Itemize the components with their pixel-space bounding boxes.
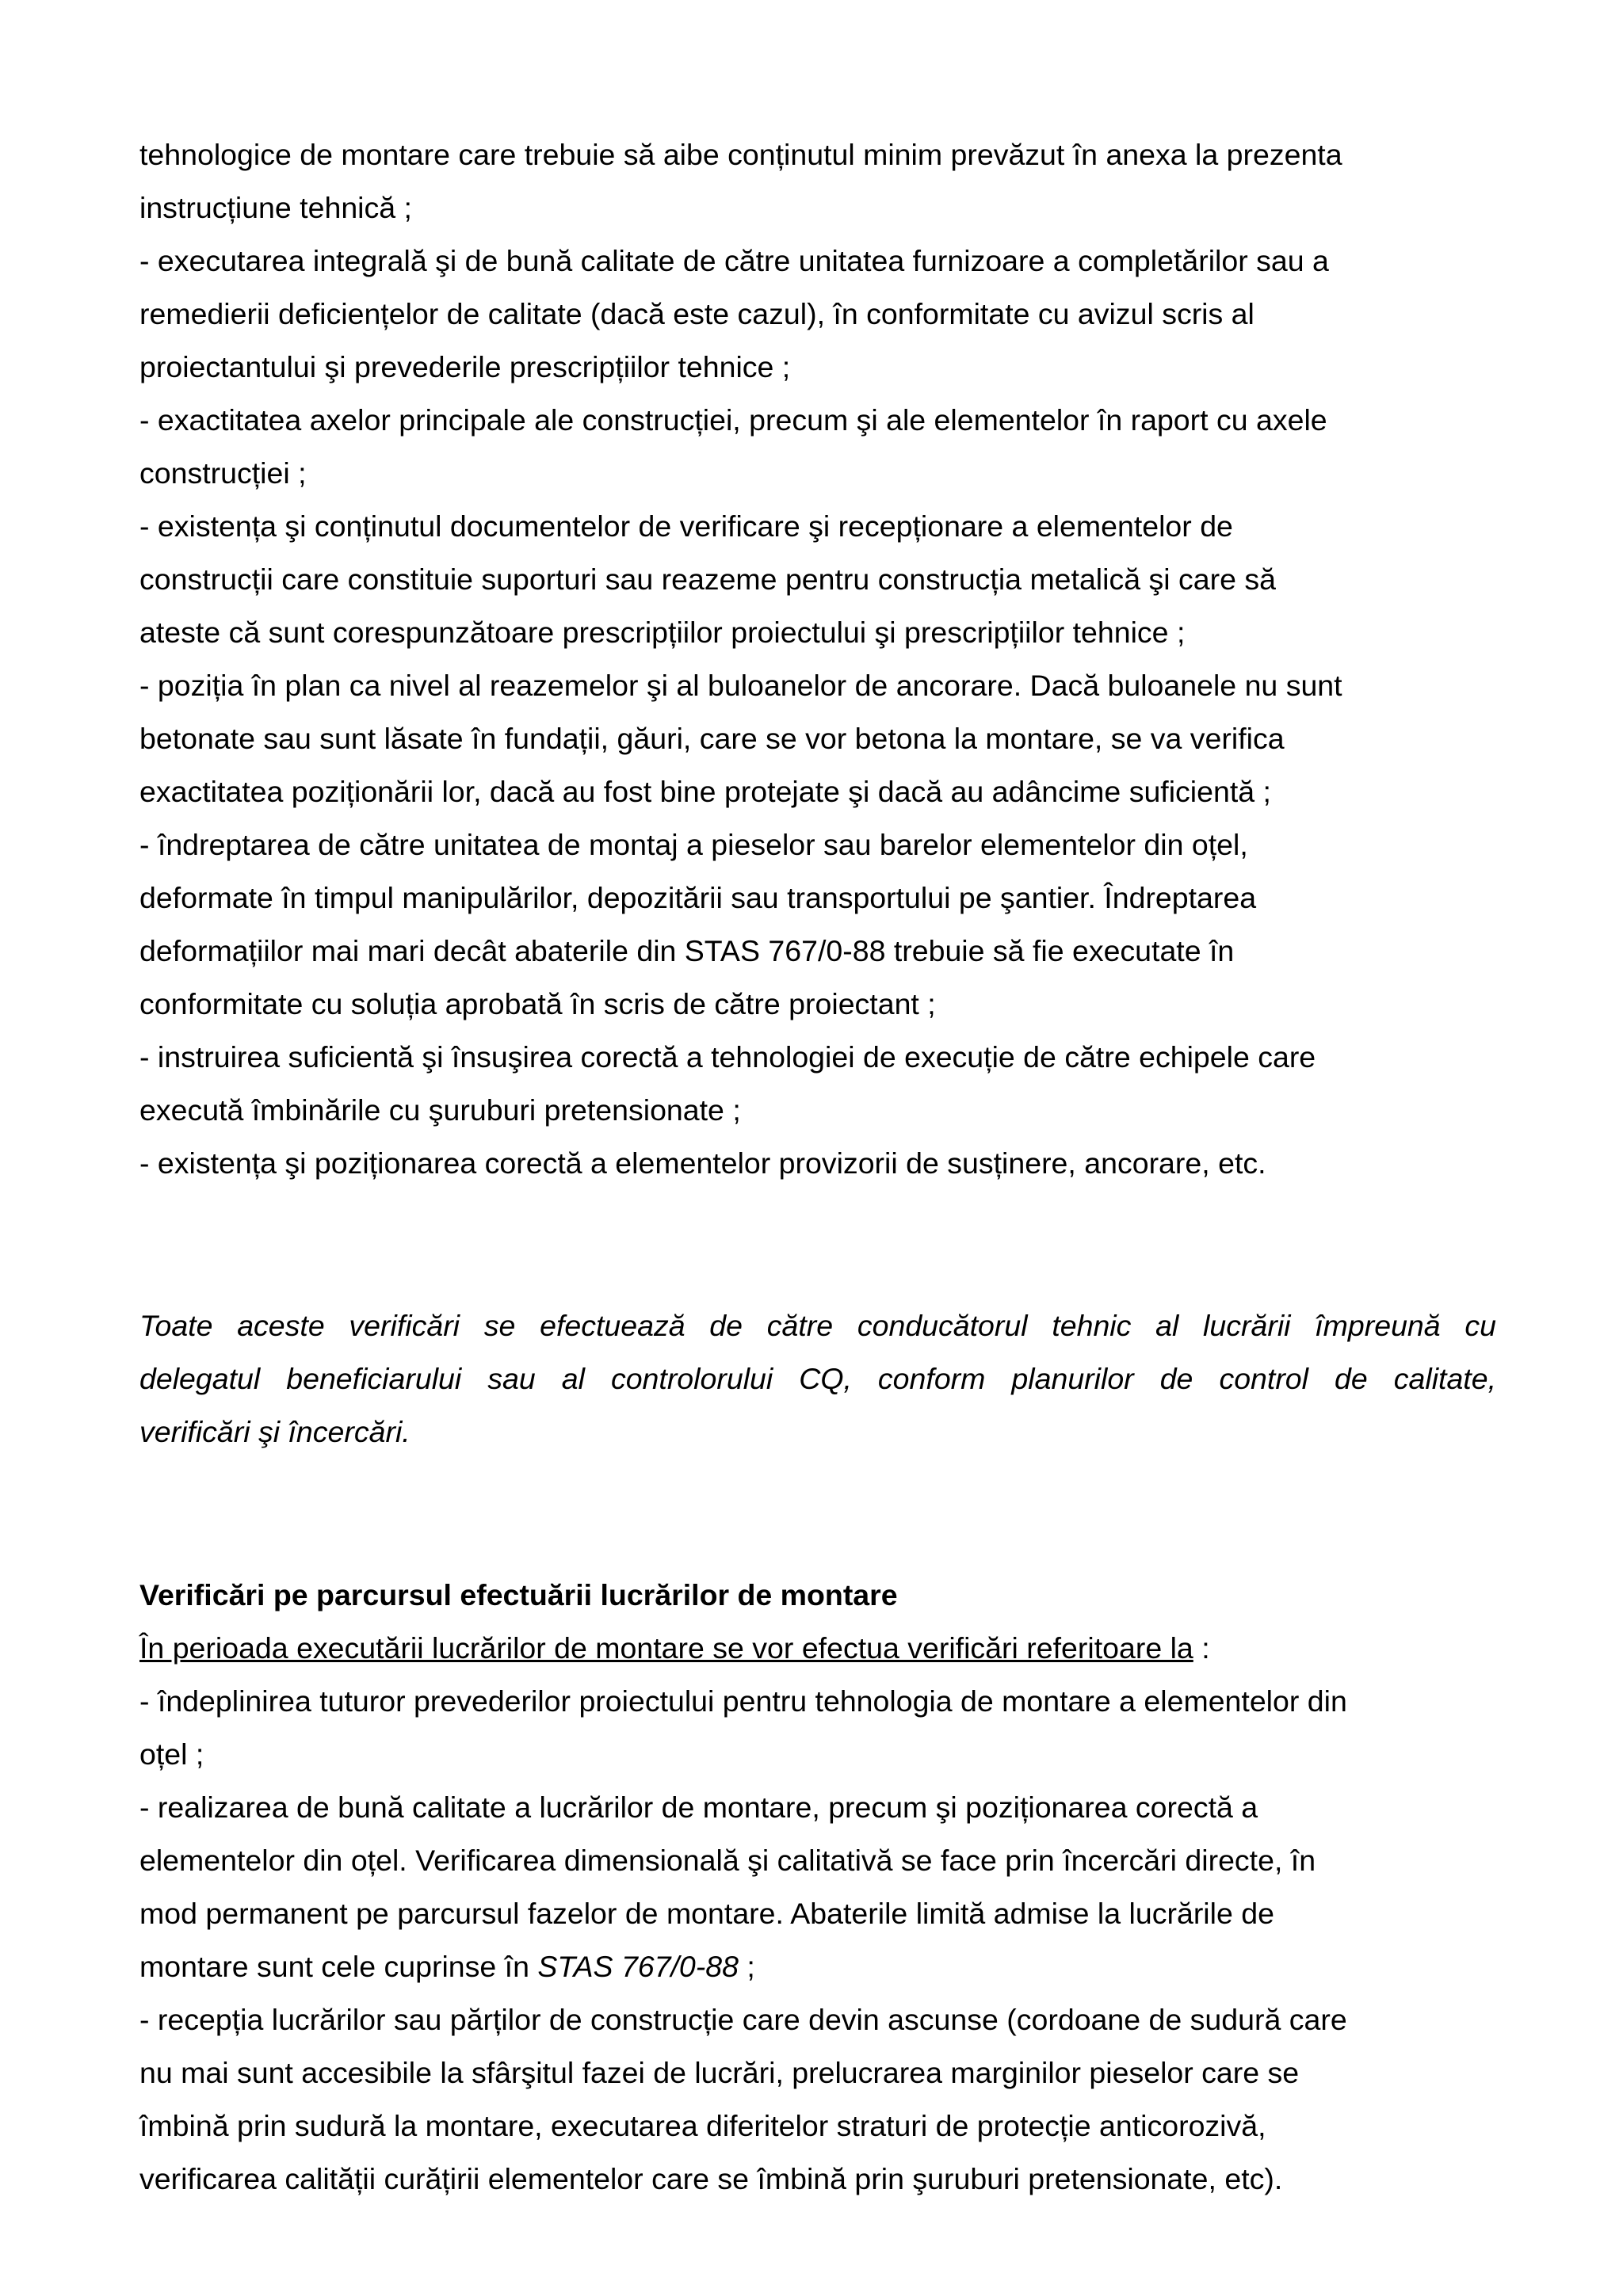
- responsibility-note: [139, 1299, 1496, 1459]
- text-line: execută îmbinările cu şuruburi pretensionate ;: [139, 1093, 741, 1127]
- text-line: instrucțiune tehnică ;: [139, 191, 412, 224]
- stas-line-prefix: montare sunt cele cuprinse în: [139, 1950, 538, 1983]
- text-line: verificări şi încercări.: [139, 1415, 411, 1448]
- text-line: îmbină prin sudură la montare, executarea diferitelor straturi de protecție anticorozivă,: [139, 2109, 1266, 2142]
- text-line: deformațiilor mai mari decât abaterile din STAS 767/0-88 trebuie să fie executate în: [139, 934, 1235, 967]
- text-line: - recepția lucrărilor sau părților de construcție care devin ascunse (cordoane de sudură care: [139, 2003, 1347, 2036]
- text-line: - îndreptarea de către unitatea de montaj a pieselor sau barelor elementelor din oțel,: [139, 828, 1248, 861]
- stas-line-suffix: ;: [738, 1950, 755, 1983]
- stas-standard-reference: STAS 767/0-88: [537, 1950, 739, 1983]
- text-line: - exactitatea axelor principale ale construcției, precum şi ale elementelor în raport cu axele: [139, 403, 1327, 437]
- text-line: Toate aceste verificări se efectuează de către conducătorul tehnic al lucrării împreună cu: [139, 1309, 1496, 1342]
- stas-reference-line: [139, 1940, 1496, 1993]
- text-line: - executarea integrală şi de bună calitate de către unitatea furnizoare a completărilor sau a: [139, 244, 1329, 277]
- section-heading: Verificări pe parcursul efectuării lucrărilor de montare: [139, 1578, 898, 1611]
- text-line: tehnologice de montare care trebuie să aibe conținutul minim prevăzut în anexa la prezenta: [139, 138, 1342, 171]
- text-line: ateste că sunt corespunzătoare prescripțiilor proiectului şi prescripțiilor tehnice ;: [139, 616, 1186, 649]
- text-line: deformate în timpul manipulărilor, depozitării sau transportului pe şantier. Îndreptarea: [139, 881, 1257, 914]
- verification-list-continued: [139, 128, 1496, 1190]
- text-line: - realizarea de bună calitate a lucrărilor de montare, precum şi poziționarea corectă a: [139, 1791, 1258, 1824]
- text-line: construcții care constituie suporturi sau reazeme pentru construcția metalică şi care să: [139, 563, 1276, 596]
- text-line: proiectantului şi prevederile prescripțiilor tehnice ;: [139, 350, 791, 383]
- text-line: oțel ;: [139, 1737, 204, 1771]
- paragraph-spacer: [139, 1190, 1496, 1299]
- text-line: verificarea calității curățirii elementelor care se îmbină prin şuruburi pretensionate, etc).: [139, 2162, 1283, 2195]
- mounting-checks-section: [139, 1569, 1496, 2206]
- text-line: delegatul beneficiarului sau al controlorului CQ, conform planurilor de control de calitate,: [139, 1362, 1496, 1395]
- section-intro-tail: :: [1193, 1631, 1210, 1665]
- text-line: betonate sau sunt lăsate în fundații, găuri, care se vor betona la montare, se va verifica: [139, 722, 1285, 755]
- text-line: remedierii deficiențelor de calitate (dacă este cazul), în conformitate cu avizul scris al: [139, 297, 1254, 330]
- text-line: conformitate cu soluția aprobată în scris de către proiectant ;: [139, 987, 936, 1020]
- text-line: - existența şi conținutul documentelor de verificare şi recepționare a elementelor de: [139, 509, 1233, 543]
- text-line: mod permanent pe parcursul fazelor de montare. Abaterile limită admise la lucrările de: [139, 1897, 1274, 1930]
- text-line: construcției ;: [139, 456, 307, 490]
- text-line: - îndeplinirea tuturor prevederilor proiectului pentru tehnologia de montare a elementelor din: [139, 1684, 1347, 1718]
- text-line: - poziția în plan ca nivel al reazemelor şi al buloanelor de ancorare. Dacă buloanele nu sunt: [139, 669, 1342, 702]
- section-intro-underlined: În perioada executării lucrărilor de montare se vor efectua verificări referitoare la: [139, 1631, 1193, 1665]
- text-line: exactitatea poziționării lor, dacă au fost bine protejate şi dacă au adâncime suficientă ;: [139, 775, 1271, 808]
- text-line: nu mai sunt accesibile la sfârşitul fazei de lucrări, prelucrarea marginilor pieselor care se: [139, 2056, 1300, 2089]
- section-intro: [139, 1622, 1496, 1675]
- text-line: - instruirea suficientă şi însuşirea corectă a tehnologiei de execuție de către echipele care: [139, 1040, 1316, 1074]
- paragraph-spacer: [139, 1459, 1496, 1569]
- text-line: - existența şi poziționarea corectă a elementelor provizorii de susținere, ancorare, etc.: [139, 1146, 1266, 1180]
- text-line: elementelor din oțel. Verificarea dimensională şi calitativă se face prin încercări directe, în: [139, 1844, 1316, 1877]
